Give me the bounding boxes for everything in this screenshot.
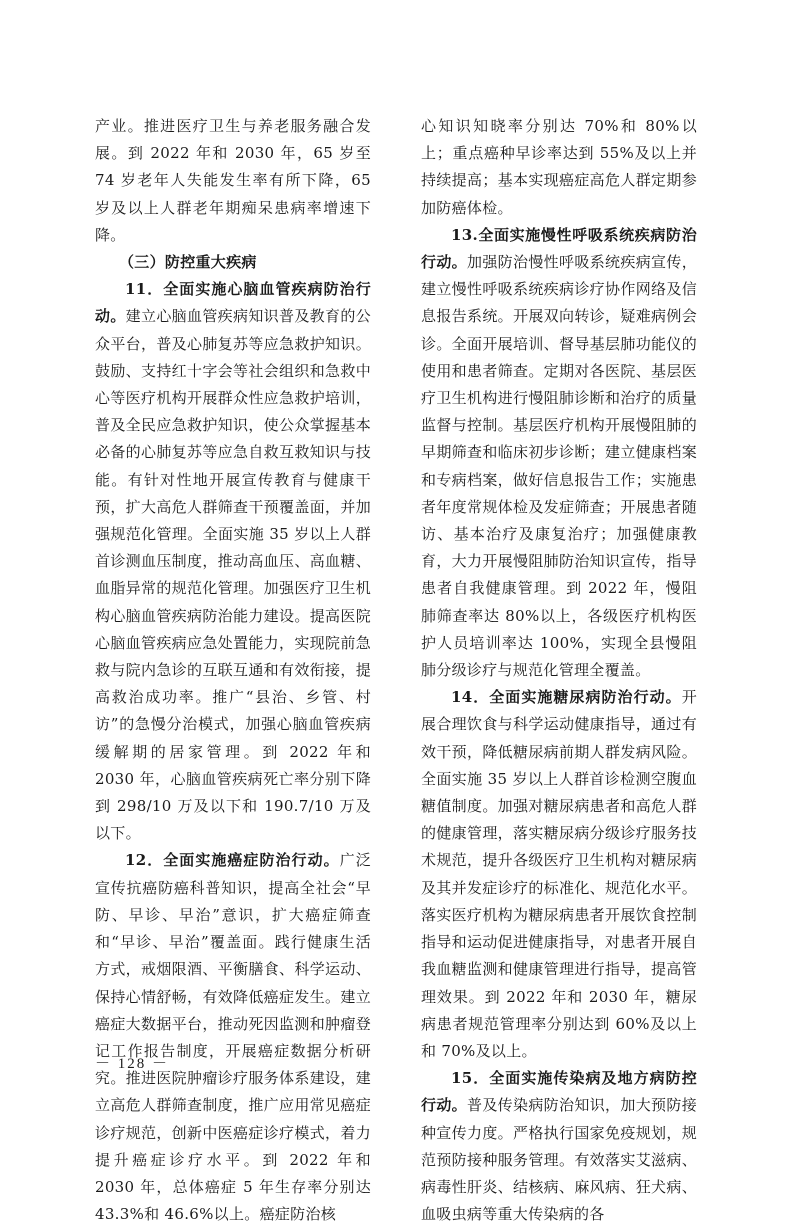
item-15-body: 普及传染病防治知识，加大预防接种宣传力度。严格执行国家免疫规划，规范预防接种服务管理。有效落实艾滋病、病毒性肝炎、结核病、麻风病、狂犬病、血吸虫病等重大传染病的各 <box>421 1096 697 1224</box>
item-13-title: 13.全面实施慢性呼吸系统疾病防治行动。 <box>421 225 697 272</box>
item-13-body: 加强防治慢性呼吸系统疾病宣传，建立慢性呼吸系统疾病诊疗协作网络及信息报告系统。开展双向转诊，疑难病例会诊。全面开展培训、督导基层肺功能仪的使用和患者筛查。定期对各医院、基层医疗卫生机构进行慢阻肺诊断和治疗的质量监督与控制。基层医疗机构开展慢阻肺的早期筛查和临床初步诊断；建立健康档案和专病档案，做好信息报告工作；实施患者年度常规体检及发症筛查；开展患者随访、基本治疗及康复治疗；加强健康教育，大力开展慢阻肺防治知识宣传，指导患者自我健康管理。到 2022 年，慢阻肺筛查率达 80%以上，各级医疗机构医护人员培训率达 100%，实现全县慢阻肺分级诊疗与规范化管理全覆盖。 <box>421 253 697 680</box>
paragraph-item-14 <box>421 684 697 1065</box>
page-number: － 128 － <box>95 1056 170 1072</box>
paragraph-item-11 <box>95 276 371 847</box>
right-column <box>421 113 697 1228</box>
item-15-title: 15．全面实施传染病及地方病防控行动。 <box>421 1069 697 1115</box>
paragraph-continuation-right: 心知识知晓率分别达 70%和 80%以上；重点癌种早诊率达到 55%及以上并持续提高；基本实现癌症高危人群定期参加防癌体检。 <box>421 117 697 217</box>
item-11-title: 11．全面实施心脑血管疾病防治行动。 <box>95 280 371 326</box>
paragraph-item-15 <box>421 1065 697 1228</box>
paragraph-item-13 <box>421 222 697 684</box>
paragraph-item-12 <box>95 847 371 1228</box>
item-11-body: 建立心脑血管疾病知识普及教育的公众平台，普及心肺复苏等应急救护知识。鼓励、支持红十字会等社会组织和急救中心等医疗机构开展群众性应急救护培训，普及全民应急救护知识，使公众掌握基本必备的心肺复苏等应急自救互救知识与技能。有针对性地开展宣传教育与健康干预，扩大高危人群筛查干预覆盖面，并加强规范化管理。全面实施 35 岁以上人群首诊测血压制度，推动高血压、高血糖、血脂异常的规范化管理。加强医疗卫生机构心脑血管疾病防治能力建设。提高医院心脑血管疾病应急处置能力，实现院前急救与院内急诊的互联互通和有效衔接，提高救治成功率。推广“县治、乡管、村访”的急慢分治模式，加强心脑血管疾病缓解期的居家管理。到 2022 年和 2030 年，心脑血管疾病死亡率分别下降到 298/10 万及以下和 190.7/10 万及以下。 <box>95 307 371 843</box>
item-12-title: 12．全面实施癌症防治行动。 <box>125 851 340 870</box>
paragraph-continuation: 产业。推进医疗卫生与养老服务融合发展。到 2022 年和 2030 年，65 岁至 74 岁老年人失能发生率有所下降，65 岁及以上人群老年期痴呆患病率增速下降。 <box>95 117 371 244</box>
item-14-body: 开展合理饮食与科学运动健康指导，通过有效干预，降低糖尿病前期人群发病风险。全面实施 35 岁以上人群首诊检测空腹血糖值制度。加强对糖尿病患者和高危人群的健康管理，落实糖尿病分级诊疗服务技术规范，提升各级医疗卫生机构对糖尿病及其并发症诊疗的标准化、规范化水平。落实医疗机构为糖尿病患者开展饮食控制指导和运动促进健康指导，对患者开展自我血糖监测和健康管理进行指导，提高管理效果。到 2022 年和 2030 年，糖尿病患者规范管理率分别达到 60%及以上和 70%及以上。 <box>421 688 697 1060</box>
item-14-title: 14．全面实施糖尿病防治行动。 <box>451 688 682 707</box>
section-heading: （三）防控重大疾病 <box>119 253 257 272</box>
item-12-body: 广泛宣传抗癌防癌科普知识，提高全社会“早防、早诊、早治”意识，扩大癌症筛查和“早诊、早治”覆盖面。践行健康生活方式，戒烟限酒、平衡膳食、科学运动、保持心情舒畅，有效降低癌症发生。建立癌症大数据平台，推动死因监测和肿瘤登记工作报告制度，开展癌症数据分析研究。推进医院肿瘤诊疗服务体系建设，建立高危人群筛查制度，推广应用常见癌症诊疗规范，创新中医癌症诊疗模式，着力提升癌症诊疗水平。到 2022 年和 2030 年，总体癌症 5 年生存率分别达 43.3%和 46.6%以上。癌症防治核 <box>95 851 371 1224</box>
